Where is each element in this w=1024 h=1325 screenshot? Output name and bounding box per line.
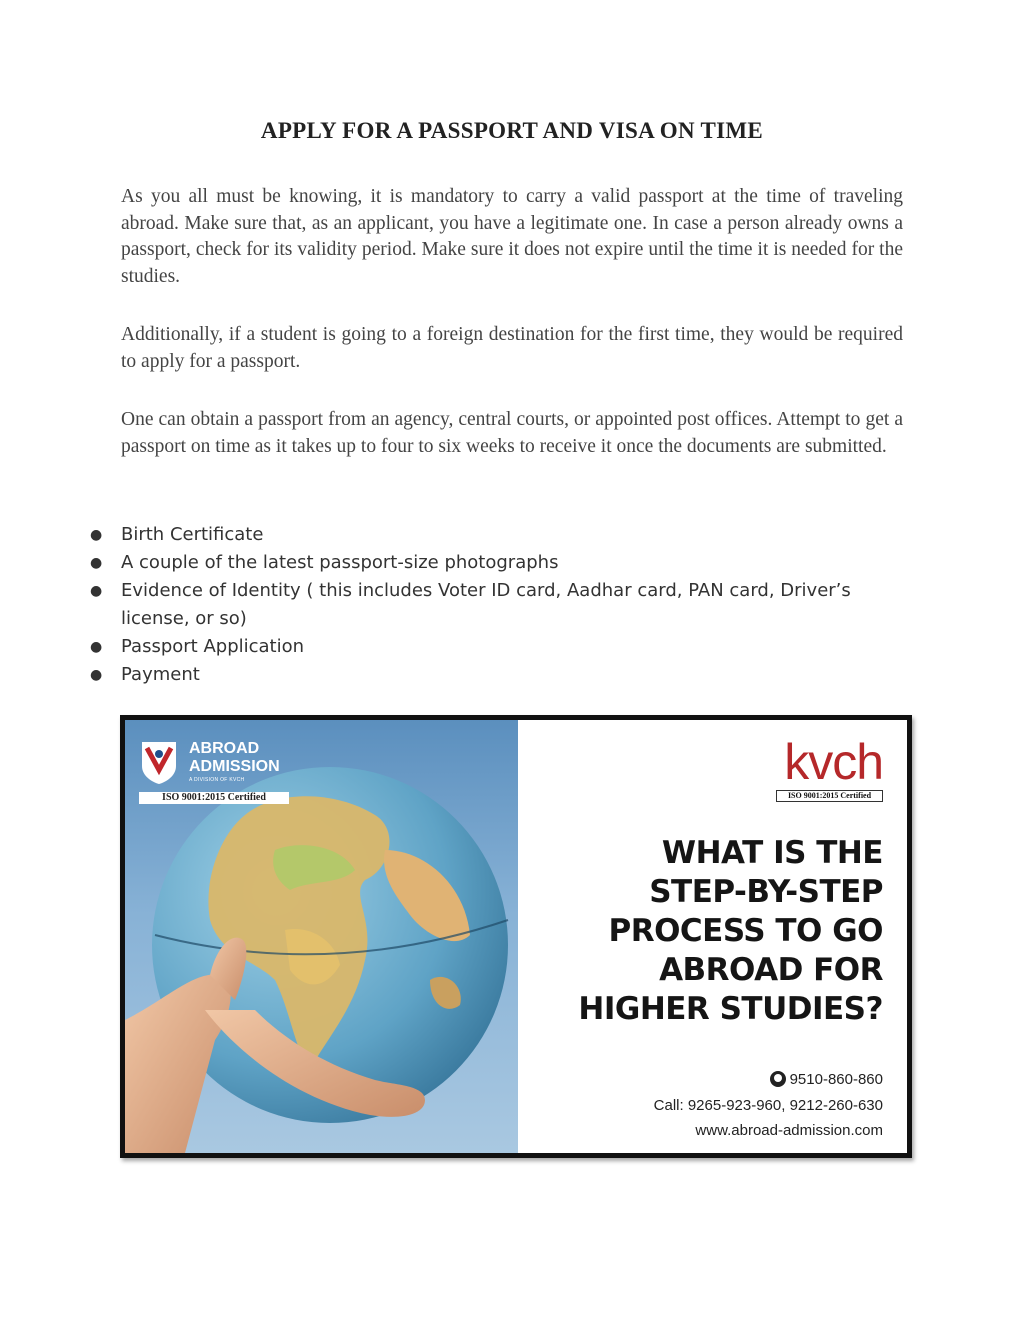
abroad-admission-logo [137, 734, 287, 796]
list-item-text: A couple of the latest passport-size photographs [121, 552, 559, 573]
iso-badge-right: ISO 9001:2015 Certified [776, 790, 883, 802]
promo-banner-image [120, 715, 912, 1158]
logo-line-1: ABROAD [189, 740, 260, 757]
paragraph-first-time: Additionally, if a student is going to a foreign destination for the first time, they would be required to apply for a passport. [121, 324, 903, 372]
document-list [90, 521, 890, 689]
headline-line: WHAT IS THE [661, 835, 883, 871]
bullet-icon: ● [90, 583, 103, 599]
phone-number: 9510-860-860 [789, 1071, 883, 1088]
list-item-text: Evidence of Identity ( this includes Voter ID card, Aadhar card, PAN card, Driver’s license, or so) [121, 580, 851, 629]
bullet-icon: ● [90, 639, 103, 655]
globe-photo [125, 720, 518, 1153]
banner-text-panel [518, 720, 907, 1153]
paragraph-passport-validity: As you all must be knowing, it is mandatory to carry a valid passport at the time of traveling abroad. Make sure that, as an applicant, you have a legitimate one. In case a person already owns a passport, check for its validity period. Make sure it does not expire until the time it is needed for the studies. [121, 186, 903, 287]
headline-line: PROCESS TO GO [608, 913, 883, 949]
logo-line-2: ADMISSION [189, 758, 280, 775]
bullet-icon: ● [90, 555, 103, 571]
shield-icon [140, 740, 178, 784]
bullet-icon: ● [90, 527, 103, 543]
whatsapp-phone [770, 1071, 883, 1088]
banner-headline [553, 834, 883, 1029]
headline-line: STEP-BY-STEP [649, 874, 883, 910]
bullet-icon: ● [90, 667, 103, 683]
list-item [90, 661, 890, 689]
list-item-text: Passport Application [121, 636, 305, 657]
kvch-logo: kvch [784, 734, 883, 790]
headline-line: ABROAD FOR [659, 952, 883, 988]
paragraph-obtain-passport: One can obtain a passport from an agency, central courts, or appointed post offices. Attempt to get a passport on time as it takes up to four to six weeks to receive it once the documents are submitted. [121, 409, 903, 457]
list-item [90, 549, 890, 577]
list-item-text: Birth Certificate [121, 524, 264, 545]
website-url: www.abroad-admission.com [695, 1122, 883, 1139]
phone-icon [770, 1071, 786, 1087]
call-numbers: Call: 9265-923-960, 9212-260-630 [653, 1097, 883, 1114]
logo-subtitle: A DIVISION OF KVCH [189, 777, 245, 783]
logo-wordmark [189, 740, 280, 776]
list-item [90, 577, 890, 633]
headline-line: HIGHER STUDIES? [578, 991, 883, 1027]
list-item-text: Payment [121, 664, 200, 685]
page-title: APPLY FOR A PASSPORT AND VISA ON TIME [260, 118, 764, 143]
list-item [90, 521, 890, 549]
iso-badge-left: ISO 9001:2015 Certified [139, 792, 289, 804]
list-item [90, 633, 890, 661]
